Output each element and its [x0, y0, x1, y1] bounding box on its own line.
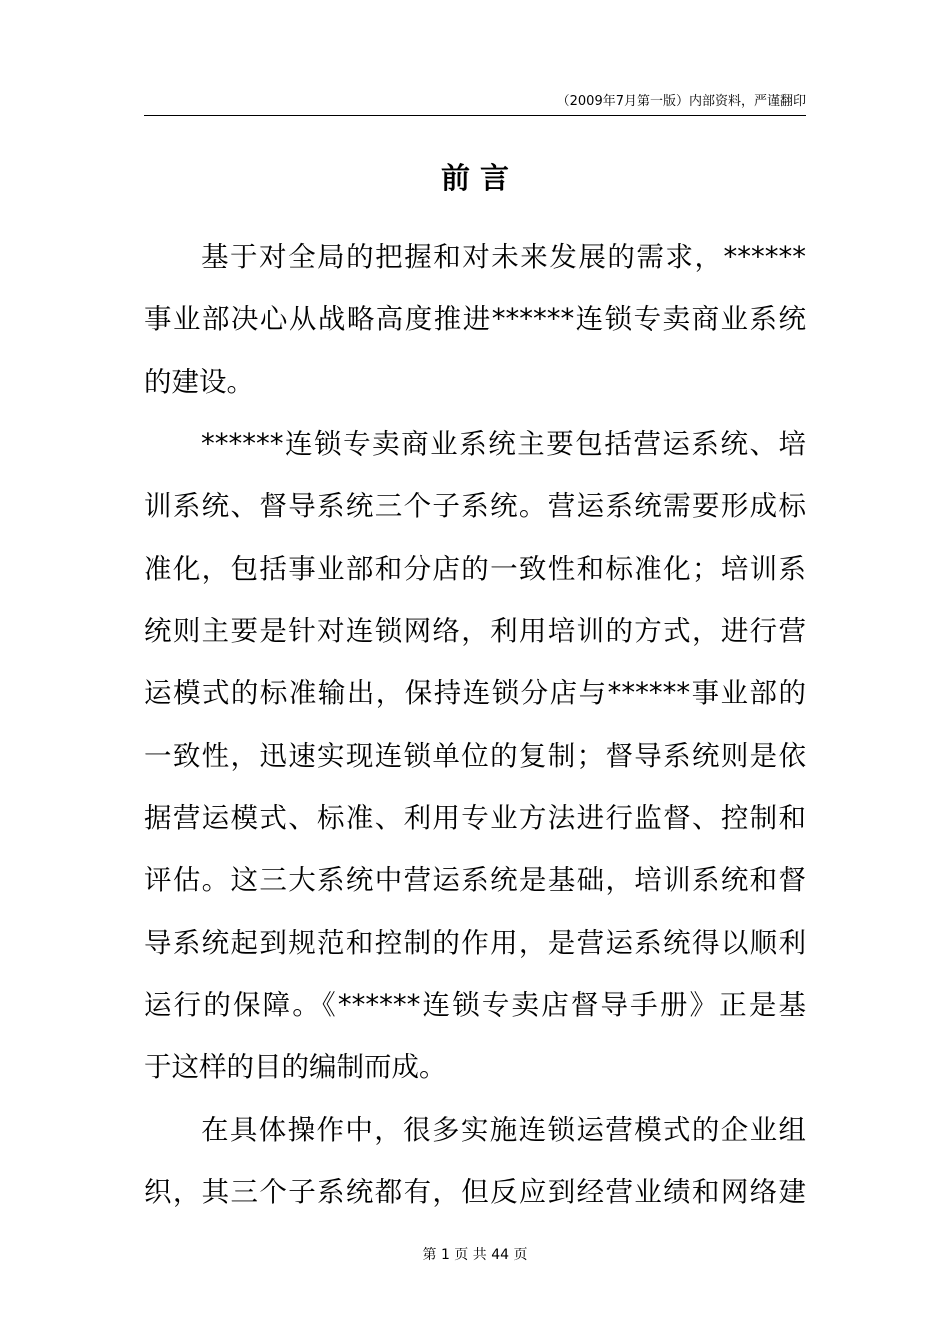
header-divider: [144, 115, 806, 116]
paragraph-line: 导系统起到规范和控制的作用，是营运系统得以顺利: [144, 926, 806, 959]
paragraph-line: 基于对全局的把握和对未来发展的需求，******: [201, 241, 806, 273]
paragraph-line: 织，其三个子系统都有，但反应到经营业绩和网络建: [144, 1176, 806, 1209]
paragraph-line: 准化，包括事业部和分店的一致性和标准化；培训系: [144, 552, 806, 585]
paragraph-line: 运模式的标准输出，保持连锁分店与******事业部的: [144, 677, 806, 710]
paragraph-line: 运行的保障。《******连锁专卖店督导手册》正是基: [144, 989, 806, 1022]
page-title: 前 言: [440, 161, 510, 195]
page-number: 第 1 页 共 44 页: [422, 1247, 528, 1263]
paragraph-line: 训系统、督导系统三个子系统。营运系统需要形成标: [144, 490, 806, 523]
paragraph-line: 的建设。: [144, 365, 254, 398]
paragraph-line: 统则主要是针对连锁网络，利用培训的方式，进行营: [144, 615, 806, 648]
body-text: [144, 226, 806, 1224]
paragraph-line: ******连锁专卖商业系统主要包括营运系统、培: [201, 428, 806, 461]
paragraph-line: 一致性，迅速实现连锁单位的复制；督导系统则是依: [144, 739, 806, 772]
header-note: （2009年7月第一版）内部资料，严谨翻印: [556, 94, 806, 109]
paragraph-line: 于这样的目的编制而成。: [144, 1051, 447, 1084]
paragraph-line: 据营运模式、标准、利用专业方法进行监督、控制和: [144, 802, 806, 835]
paragraph-line: 在具体操作中，很多实施连锁运营模式的企业组: [201, 1113, 806, 1146]
paragraph-line: 事业部决心从战略高度推进******连锁专卖商业系统: [144, 303, 806, 336]
paragraph-line: 评估。这三大系统中营运系统是基础，培训系统和督: [144, 864, 806, 897]
